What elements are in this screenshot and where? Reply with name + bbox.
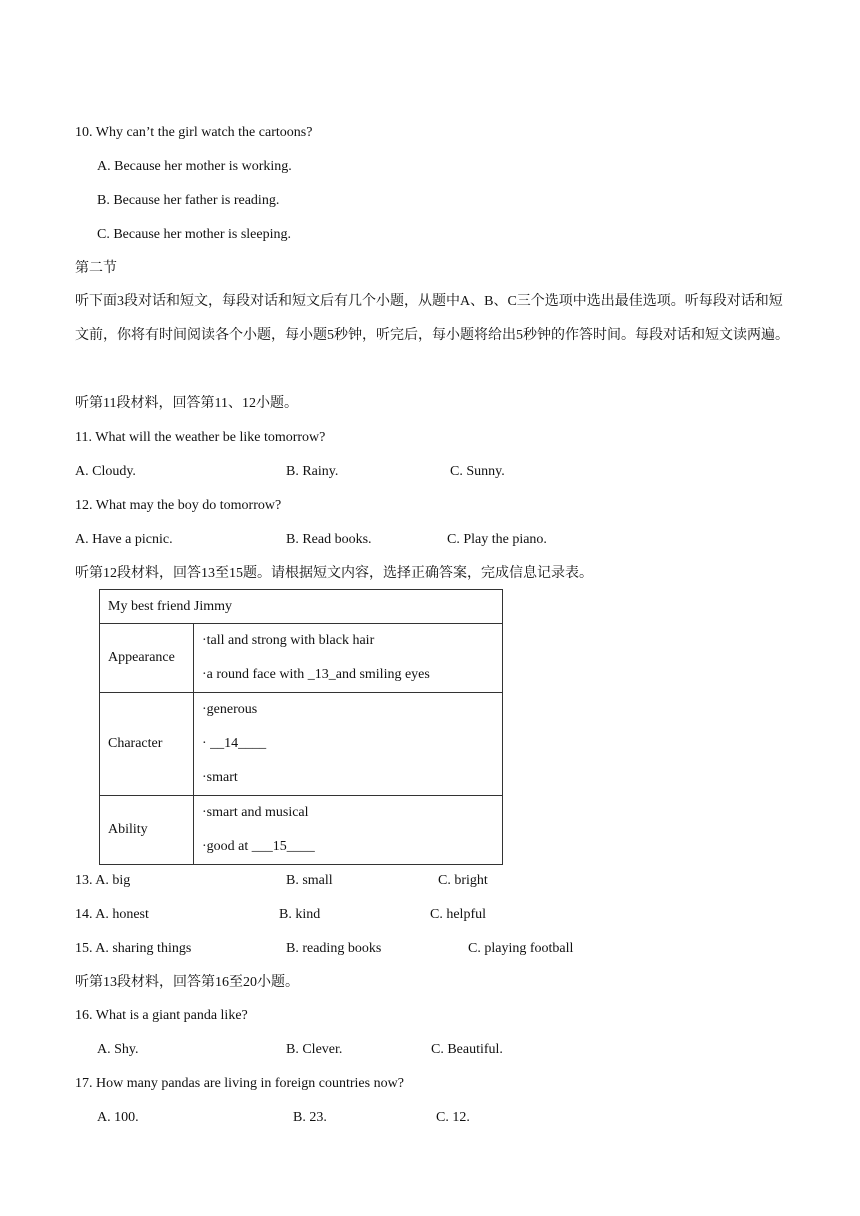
question-10: 10. Why can’t the girl watch the cartoons? — [75, 125, 313, 140]
question-13-option-c: C. bright — [438, 873, 488, 888]
question-17: 17. How many pandas are living in foreign countries now? — [75, 1076, 404, 1091]
question-17-option-b: B. 23. — [293, 1110, 327, 1125]
question-17-option-c: C. 12. — [436, 1110, 470, 1125]
question-10-option-c: C. Because her mother is sleeping. — [97, 227, 292, 242]
row-content-character — [194, 693, 503, 796]
cell-line: ·smart and musical — [202, 805, 309, 820]
material-13-intro: 听第13段材料，回答第16至20小题。 — [75, 975, 299, 990]
question-14-option-b: B. kind — [279, 907, 321, 922]
cell-line: · __14____ — [202, 736, 267, 751]
row-content-ability — [194, 796, 503, 865]
question-16-option-b: B. Clever. — [286, 1042, 343, 1057]
table-row — [100, 624, 503, 693]
question-16: 16. What is a giant panda like? — [75, 1008, 248, 1023]
material-11-intro: 听第11段材料，回答第11、12小题。 — [75, 396, 298, 411]
question-17-option-a: A. 100. — [97, 1110, 139, 1125]
question-15-option-b: B. reading books — [286, 941, 382, 956]
cell-line: ·smart — [202, 770, 238, 785]
question-12: 12. What may the boy do tomorrow? — [75, 498, 282, 513]
question-11-option-b: B. Rainy. — [286, 464, 339, 479]
question-11-option-c: C. Sunny. — [450, 464, 505, 479]
question-13-option-a: 13. A. big — [75, 873, 131, 888]
cell-line: ·a round face with _13_and smiling eyes — [202, 667, 430, 682]
section-title: 第二节 — [75, 261, 117, 276]
cell-line: ·tall and strong with black hair — [202, 633, 375, 648]
question-15-option-a: 15. A. sharing things — [75, 941, 192, 956]
row-label-ability: Ability — [100, 796, 194, 865]
row-label-appearance: Appearance — [100, 624, 194, 693]
table-title: My best friend Jimmy — [100, 590, 503, 624]
cell-line: ·generous — [202, 702, 258, 717]
row-content-appearance — [194, 624, 503, 693]
question-10-option-a: A. Because her mother is working. — [97, 159, 292, 174]
question-15-option-c: C. playing football — [468, 941, 574, 956]
question-13-option-b: B. small — [286, 873, 333, 888]
table-header-row — [100, 590, 503, 624]
question-12-option-a: A. Have a picnic. — [75, 532, 173, 547]
question-16-option-c: C. Beautiful. — [431, 1042, 503, 1057]
section-instructions: 听下面3段对话和短文，每段对话和短文后有几个小题，从题中A、B、C三个选项中选出最佳选项。听每段对话和短文前，你将有时间阅读各个小题，每小题5秒钟，听完后，每小题将给出5秒钟的作答时间。每段对话和短文读两遍。 — [75, 294, 789, 343]
question-16-option-a: A. Shy. — [97, 1042, 139, 1057]
question-14-option-c: C. helpful — [430, 907, 486, 922]
table-row — [100, 796, 503, 865]
info-record-table — [99, 589, 503, 865]
question-12-option-c: C. Play the piano. — [447, 532, 547, 547]
question-11-option-a: A. Cloudy. — [75, 464, 136, 479]
question-11: 11. What will the weather be like tomorrow? — [75, 430, 326, 445]
table-row — [100, 693, 503, 796]
question-10-option-b: B. Because her father is reading. — [97, 193, 280, 208]
material-12-intro: 听第12段材料，回答13至15题。请根据短文内容，选择正确答案，完成信息记录表。 — [75, 566, 593, 581]
row-label-character: Character — [100, 693, 194, 796]
cell-line: ·good at ___15____ — [202, 839, 315, 854]
question-14-option-a: 14. A. honest — [75, 907, 149, 922]
question-12-option-b: B. Read books. — [286, 532, 372, 547]
